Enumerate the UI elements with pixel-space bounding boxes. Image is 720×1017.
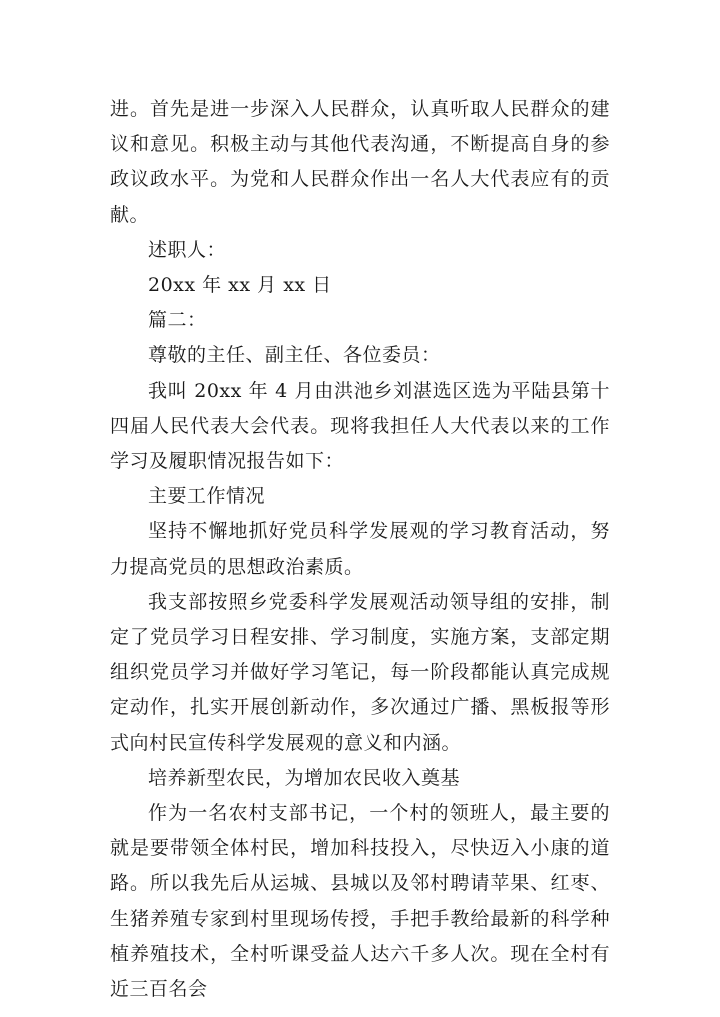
paragraph-subheading-work: 主要工作情况 xyxy=(148,485,266,508)
paragraph-continuation: 进。首先是进一步深入人民群众，认真听取人民群众的建议和意见。积极主动与其他代表沟通，不断提高自身的参政议政水平。为党和人民群众作出一名人大代表应有的贡献。 xyxy=(110,98,610,226)
document-body xyxy=(110,92,610,1007)
paragraph-subheading-farmers: 培养新型农民，为增加农民收入奠基 xyxy=(148,766,461,789)
paragraph-study-education: 坚持不懈地抓好党员科学发展观的学习教育活动，努力提高党员的思想政治素质。 xyxy=(110,520,610,578)
paragraph-salutation: 尊敬的主任、副主任、各位委员： xyxy=(148,344,441,367)
paragraph-signature-label: 述职人： xyxy=(148,238,227,261)
paragraph-branch-arrangement: 我支部按照乡党委科学发展观活动领导组的安排，制定了党员学习日程安排、学习制度，实施方案，支部定期组织党员学习并做好学习笔记，每一阶段都能认真完成规定动作，扎实开展创新动作，多次通过广播、黑板报等形式向村民宣传科学发展观的意义和内涵。 xyxy=(110,590,610,754)
paragraph-date: 20xx 年 xx 月 xx 日 xyxy=(148,274,332,297)
paragraph-section-heading: 篇二： xyxy=(148,309,207,332)
paragraph-village-secretary: 作为一名农村支部书记，一个村的领班人，最主要的就是要带领全体村民，增加科技投入，尽快迈入小康的道路。所以我先后从运城、县城以及邻村聘请苹果、红枣、生猪养殖专家到村里现场传授，手把手教给最新的科学种植养殖技术，全村听课受益人达六千多人次。现在全村有近三百名会 xyxy=(110,802,610,1001)
paragraph-introduction: 我叫 20xx 年 4 月由洪池乡刘湛选区选为平陆县第十四届人民代表大会代表。现将我担任人大代表以来的工作学习及履职情况报告如下： xyxy=(110,379,610,473)
